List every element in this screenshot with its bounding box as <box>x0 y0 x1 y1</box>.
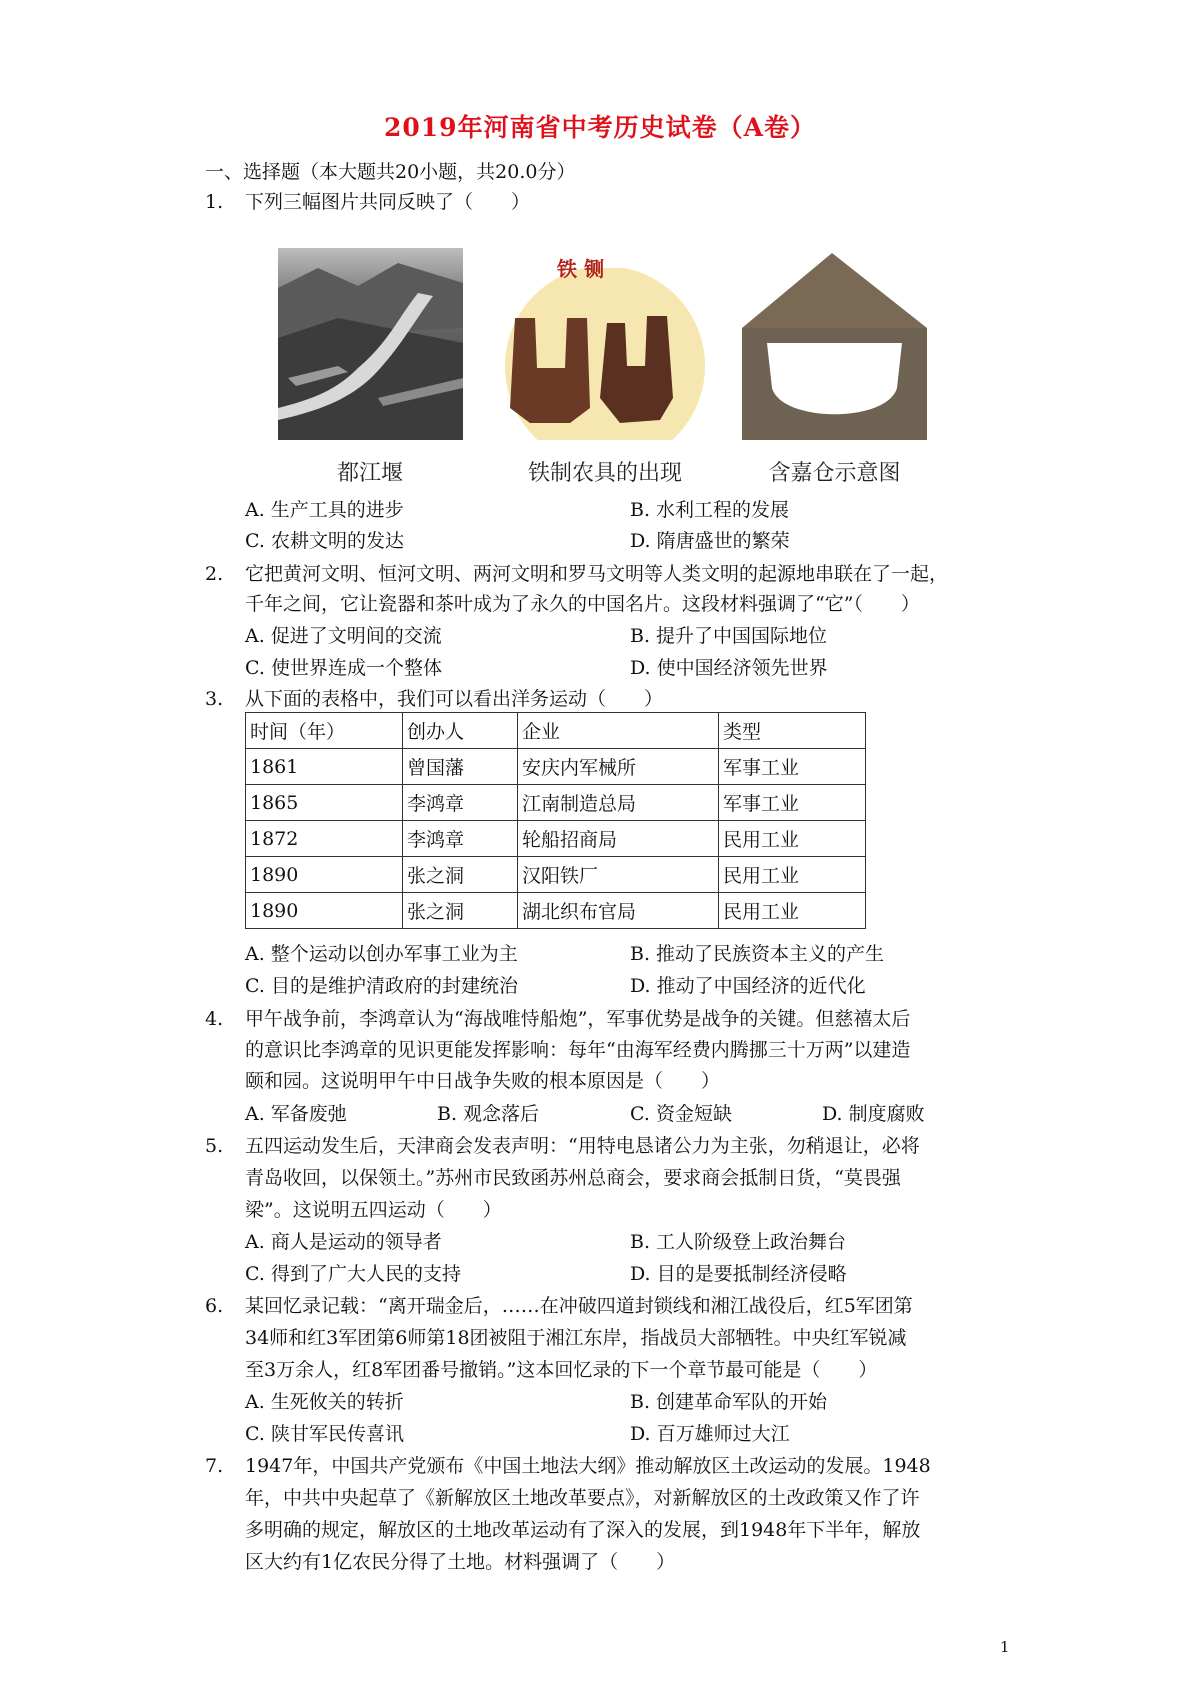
table-cell: 汉阳铁厂 <box>518 857 719 893</box>
question-number: 3. <box>205 688 224 710</box>
table-cell: 1890 <box>246 893 403 929</box>
table-row <box>246 893 866 929</box>
figure-caption: 含嘉仓示意图 <box>768 461 901 486</box>
option-b: B. 推动了民族资本主义的产生 <box>630 943 885 965</box>
option-a: A. 商人是运动的领导者 <box>245 1231 442 1253</box>
table-cell: 曾国藩 <box>403 749 518 785</box>
table-cell: 张之洞 <box>403 857 518 893</box>
question-number: 7. <box>205 1455 224 1477</box>
table-row <box>246 821 866 857</box>
option-a: A. 促进了文明间的交流 <box>245 625 442 647</box>
option-a: A. 生产工具的进步 <box>245 499 404 521</box>
option-d: D. 隋唐盛世的繁荣 <box>630 530 790 552</box>
table-cell: 李鸿章 <box>403 821 518 857</box>
option-c: C. 得到了广大人民的支持 <box>245 1263 461 1285</box>
iron-tools-label: 铁 铡 <box>557 257 604 281</box>
granary-diagram <box>737 248 932 440</box>
question-text-line: 多明确的规定，解放区的土地改革运动有了深入的发展，到1948年下半年，解放 <box>245 1519 921 1541</box>
table-header-cell: 企业 <box>518 713 719 749</box>
question-stem: 下列三幅图片共同反映了（ ） <box>245 191 531 213</box>
question-text-line: 千年之间，它让瓷器和茶叶成为了永久的中国名片。这段材料强调了“它”（ ） <box>245 593 920 615</box>
table-cell: 李鸿章 <box>403 785 518 821</box>
option-b: B. 工人阶级登上政治舞台 <box>630 1231 847 1253</box>
option-d: D. 制度腐败 <box>822 1103 925 1125</box>
question-text-line: 年，中共中央起草了《新解放区土地改革要点》，对新解放区的土改政策又作了许 <box>245 1487 920 1509</box>
question-text-line: 至3万余人，红8军团番号撤销。”这本回忆录的下一个章节最可能是（ ） <box>245 1359 878 1381</box>
table-cell: 张之洞 <box>403 893 518 929</box>
dujiangyan-photo <box>278 248 463 440</box>
table-header-cell: 创办人 <box>403 713 518 749</box>
page-number: 1 <box>1000 1638 1010 1656</box>
table-cell: 民用工业 <box>719 821 866 857</box>
table-cell: 民用工业 <box>719 893 866 929</box>
option-d: D. 推动了中国经济的近代化 <box>630 975 866 997</box>
option-a: A. 整个运动以创办军事工业为主 <box>245 943 518 965</box>
table-cell: 1861 <box>246 749 403 785</box>
table-cell: 1865 <box>246 785 403 821</box>
option-c: C. 使世界连成一个整体 <box>245 657 442 679</box>
question-text-line: 34师和红3军团第6师第18团被阻于湘江东岸，指战员大部牺牲。中央红军锐减 <box>245 1327 907 1349</box>
question-number: 6. <box>205 1295 224 1317</box>
figure-caption: 都江堰 <box>336 461 403 486</box>
option-d: D. 目的是要抵制经济侵略 <box>630 1263 847 1285</box>
option-d: D. 百万雄师过大江 <box>630 1423 790 1445</box>
option-a: A. 生死攸关的转折 <box>245 1391 404 1413</box>
table-row <box>246 749 866 785</box>
table-cell: 军事工业 <box>719 749 866 785</box>
table-row <box>246 857 866 893</box>
table-cell: 民用工业 <box>719 857 866 893</box>
question-number: 1. <box>205 191 224 213</box>
table-row <box>246 785 866 821</box>
question-number: 5. <box>205 1135 224 1157</box>
option-c: C. 资金短缺 <box>630 1103 732 1125</box>
yangwu-enterprises-table <box>245 712 866 929</box>
option-b: B. 水利工程的发展 <box>630 499 790 521</box>
section-heading: 一、选择题（本大题共20小题，共20.0分） <box>205 161 576 183</box>
option-b: B. 观念落后 <box>437 1103 540 1125</box>
question-stem: 从下面的表格中，我们可以看出洋务运动（ ） <box>245 688 664 710</box>
table-header-cell: 时间（年） <box>246 713 403 749</box>
table-cell: 轮船招商局 <box>518 821 719 857</box>
question-text-line: 五四运动发生后，天津商会发表声明：“用特电恳诸公力为主张，勿稍退让，必将 <box>245 1135 920 1157</box>
question-text-line: 甲午战争前，李鸿章认为“海战唯恃船炮”，军事优势是战争的关键。但慈禧太后 <box>245 1008 911 1030</box>
table-cell: 1872 <box>246 821 403 857</box>
question-number: 4. <box>205 1008 224 1030</box>
figure-caption: 铁制农具的出现 <box>527 461 682 486</box>
table-cell: 安庆内军械所 <box>518 749 719 785</box>
iron-tools-image <box>495 248 715 440</box>
option-d: D. 使中国经济领先世界 <box>630 657 828 679</box>
question-text-line: 梁”。这说明五四运动（ ） <box>245 1199 502 1221</box>
option-c: C. 目的是维护清政府的封建统治 <box>245 975 518 997</box>
question-text-line: 颐和园。这说明甲午中日战争失败的根本原因是（ ） <box>245 1070 721 1092</box>
table-cell: 湖北织布官局 <box>518 893 719 929</box>
question-text-line: 1947年，中国共产党颁布《中国土地法大纲》推动解放区土改运动的发展。1948 <box>245 1455 931 1477</box>
question-text-line: 的意识比李鸿章的见识更能发挥影响：每年“由海军经费内腾挪三十万两”以建造 <box>245 1039 911 1061</box>
table-cell: 江南制造总局 <box>518 785 719 821</box>
question-text-line: 区大约有1亿农民分得了土地。材料强调了（ ） <box>245 1551 676 1573</box>
table-cell: 1890 <box>246 857 403 893</box>
option-b: B. 创建革命军队的开始 <box>630 1391 828 1413</box>
question-text-line: 某回忆录记载：“离开瑞金后，……在冲破四道封锁线和湘江战役后，红5军团第 <box>245 1295 913 1317</box>
table-cell: 军事工业 <box>719 785 866 821</box>
option-c: C. 农耕文明的发达 <box>245 530 404 552</box>
option-a: A. 军备废弛 <box>245 1103 347 1125</box>
page-title: 2019年河南省中考历史试卷（A卷） <box>384 113 816 142</box>
option-b: B. 提升了中国国际地位 <box>630 625 828 647</box>
table-header-row <box>246 713 866 749</box>
question-number: 2. <box>205 563 224 585</box>
option-c: C. 陕甘军民传喜讯 <box>245 1423 404 1445</box>
question-text-line: 它把黄河文明、恒河文明、两河文明和罗马文明等人类文明的起源地串联在了一起， <box>245 563 949 585</box>
table-header-cell: 类型 <box>719 713 866 749</box>
question-text-line: 青岛收回，以保领土。”苏州市民致函苏州总商会，要求商会抵制日货，“莫畏强 <box>245 1167 901 1189</box>
